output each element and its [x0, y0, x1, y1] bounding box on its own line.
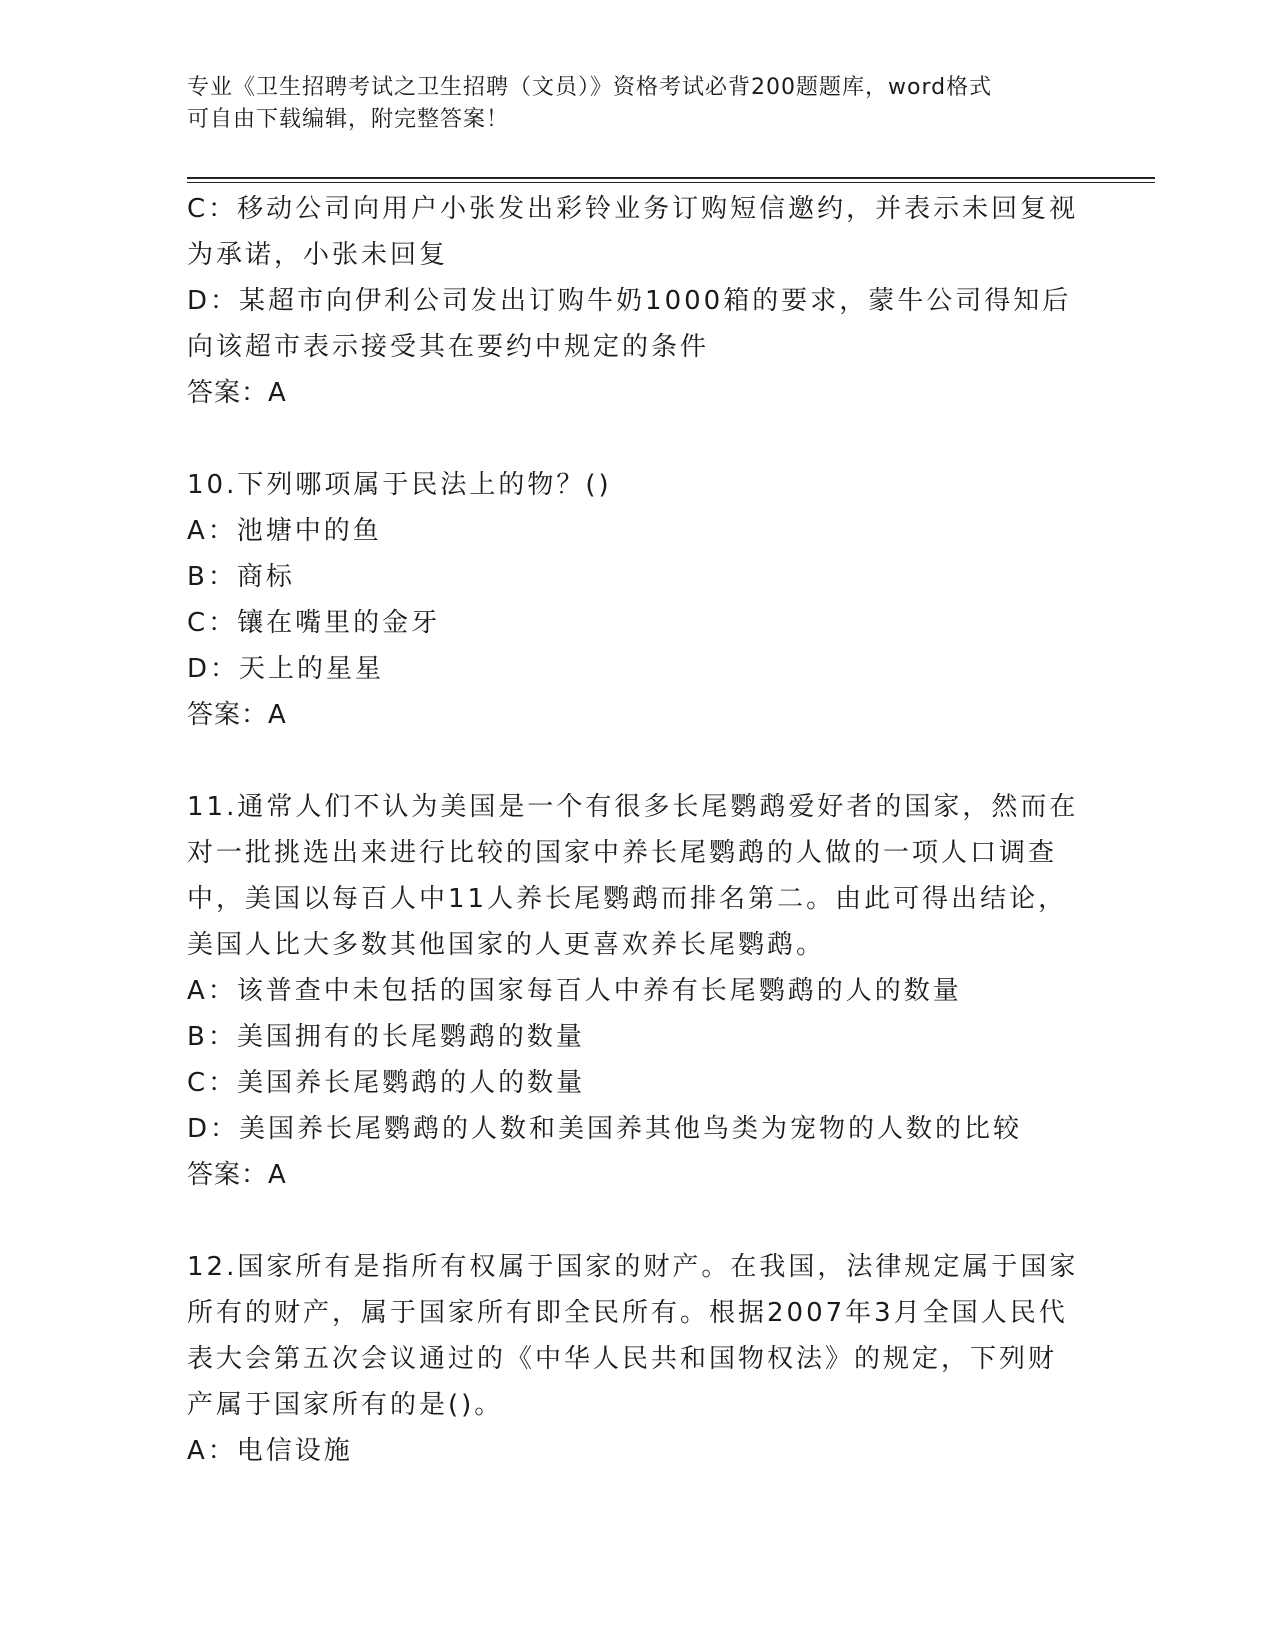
option-d-line-1: D：某超市向伊利公司发出订购牛奶1000箱的要求，蒙牛公司得知后 [187, 286, 1072, 316]
option-a: A：电信设施 [187, 1436, 353, 1466]
option-c: C：美国养长尾鹦鹉的人的数量 [187, 1068, 586, 1098]
question-stem-line-3: 中，美国以每百人中11人养长尾鹦鹉而排名第二。由此可得出结论， [187, 884, 1068, 914]
question-12-block [187, 1244, 1107, 1474]
option-c-line-1: C：移动公司向用户小张发出彩铃业务订购短信邀约，并表示未回复视 [187, 194, 1079, 224]
question-stem-line-2: 所有的财产，属于国家所有即全民所有。根据2007年3月全国人民代 [187, 1298, 1068, 1328]
option-b: B：商标 [187, 562, 295, 592]
option-a: A：池塘中的鱼 [187, 516, 382, 546]
page-header [187, 72, 1087, 136]
spacer [187, 738, 1107, 784]
question-stem-line-2: 对一批挑选出来进行比较的国家中养长尾鹦鹉的人做的一项人口调查 [187, 838, 1058, 868]
option-d: D：天上的星星 [187, 654, 385, 684]
question-stem-line-4: 产属于国家所有的是()。 [187, 1390, 504, 1420]
option-c: C：镶在嘴里的金牙 [187, 608, 441, 638]
header-line-1: 专业《卫生招聘考试之卫生招聘（文员）》资格考试必背200题题库，word格式 [187, 75, 993, 100]
option-c-line-2: 为承诺，小张未回复 [187, 240, 449, 270]
answer: 答案：A [187, 700, 287, 730]
option-d-line-2: 向该超市表示接受其在要约中规定的条件 [187, 332, 710, 362]
answer: 答案：A [187, 378, 287, 408]
answer: 答案：A [187, 1160, 287, 1190]
header-divider-thick [187, 177, 1155, 179]
question-stem-line-1: 11.通常人们不认为美国是一个有很多长尾鹦鹉爱好者的国家，然而在 [187, 792, 1079, 822]
question-10-block [187, 462, 1107, 738]
option-a: A：该普查中未包括的国家每百人中养有长尾鹦鹉的人的数量 [187, 976, 962, 1006]
question-11-block [187, 784, 1107, 1198]
question-content [187, 186, 1107, 1474]
question-stem-line-1: 12.国家所有是指所有权属于国家的财产。在我国，法律规定属于国家 [187, 1252, 1079, 1282]
question-stem-line-3: 表大会第五次会议通过的《中华人民共和国物权法》的规定，下列财 [187, 1344, 1058, 1374]
spacer [187, 416, 1107, 462]
header-divider-thin [187, 182, 1155, 183]
question-stem-line-4: 美国人比大多数其他国家的人更喜欢养长尾鹦鹉。 [187, 930, 826, 960]
header-line-2: 可自由下载编辑，附完整答案！ [187, 107, 510, 132]
option-b: B：美国拥有的长尾鹦鹉的数量 [187, 1022, 585, 1052]
question-stem: 10.下列哪项属于民法上的物？() [187, 470, 612, 500]
question-9-block [187, 186, 1107, 416]
spacer [187, 1198, 1107, 1244]
option-d: D：美国养长尾鹦鹉的人数和美国养其他鸟类为宠物的人数的比较 [187, 1114, 1023, 1144]
